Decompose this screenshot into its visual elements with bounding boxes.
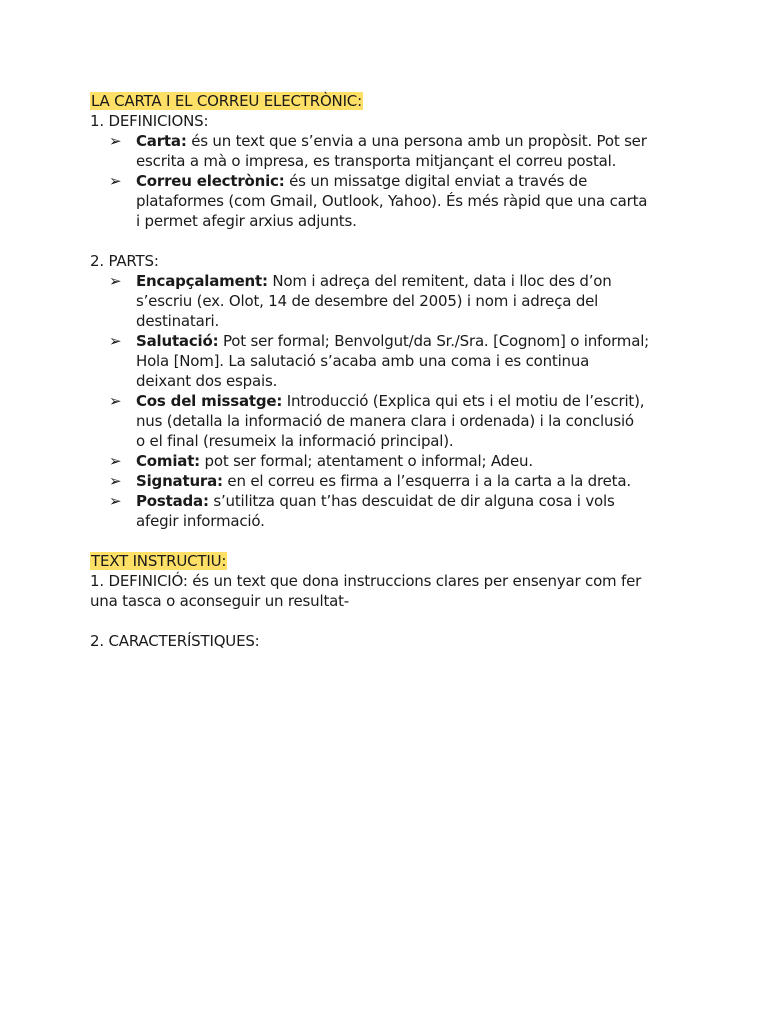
bullet-line — [136, 511, 690, 531]
arrow-bullet-icon: ➢ — [109, 452, 122, 470]
bullet-item — [90, 491, 690, 531]
bullet-line — [136, 451, 690, 471]
bullet-line — [136, 211, 690, 231]
bullet-term: Cos del missatge: — [136, 392, 283, 410]
bullet-line — [136, 351, 690, 371]
bullet-line — [136, 431, 690, 451]
bullet-text: afegir informació. — [136, 512, 265, 530]
arrow-bullet-icon: ➢ — [109, 392, 122, 410]
bullet-line — [136, 151, 690, 171]
bullet-text: Pot ser formal; Benvolgut/da Sr./Sra. [Cognom] o informal; — [218, 332, 650, 350]
bullet-line — [136, 191, 690, 211]
definicions-heading: 1. DEFINICIONS: — [90, 112, 209, 130]
highlighted-heading: TEXT INSTRUCTIU: — [91, 552, 227, 570]
bullet-item — [90, 471, 690, 491]
bullet-text: Nom i adreça del remitent, data i lloc des d’on — [267, 272, 612, 290]
bullet-term: Carta: — [136, 132, 187, 150]
bullet-text: destinatari. — [136, 312, 220, 330]
bullet-term: Comiat: — [136, 452, 200, 470]
bullet-text: o el final (resumeix la informació principal). — [136, 432, 454, 450]
bullet-text: s’utilitza quan t’has descuidat de dir alguna cosa i vols — [208, 492, 615, 510]
arrow-bullet-icon: ➢ — [109, 132, 122, 150]
bullet-term: Correu electrònic: — [136, 172, 285, 190]
section-title — [90, 551, 690, 571]
bullet-item — [90, 391, 690, 451]
bullet-text: deixant dos espais. — [136, 372, 278, 390]
bullet-line — [136, 391, 690, 411]
highlighted-heading: LA CARTA I EL CORREU ELECTRÒNIC: — [91, 92, 362, 110]
definicio-line: una tasca o aconseguir un resultat- — [90, 592, 350, 610]
bullet-line — [136, 131, 690, 151]
parts-heading: 2. PARTS: — [90, 252, 159, 270]
caracteristiques-heading: 2. CARACTERÍSTIQUES: — [90, 632, 260, 650]
spacer — [90, 611, 690, 631]
bullet-text: Hola [Nom]. La salutació s’acaba amb una coma i es continua — [136, 352, 590, 370]
bullet-line — [136, 331, 690, 351]
bullet-line — [136, 311, 690, 331]
bullet-text: i permet afegir arxius adjunts. — [136, 212, 357, 230]
bullet-term: Encapçalament: — [136, 272, 268, 290]
bullet-line — [136, 411, 690, 431]
spacer — [90, 531, 690, 551]
bullet-text: en el correu es firma a l’esquerra i a la carta a la dreta. — [222, 472, 631, 490]
bullet-text: escrita a mà o impresa, es transporta mitjançant el correu postal. — [136, 152, 617, 170]
arrow-bullet-icon: ➢ — [109, 472, 122, 490]
bullet-line — [136, 371, 690, 391]
bullet-line — [136, 471, 690, 491]
bullet-line — [136, 171, 690, 191]
bullet-line — [136, 491, 690, 511]
arrow-bullet-icon: ➢ — [109, 272, 122, 290]
bullet-text: és un missatge digital enviat a través de — [284, 172, 588, 190]
arrow-bullet-icon: ➢ — [109, 172, 122, 190]
bullet-line — [136, 291, 690, 311]
bullet-text: Introducció (Explica qui ets i el motiu de l’escrit), — [282, 392, 645, 410]
bullet-term: Salutació: — [136, 332, 219, 350]
document-page — [90, 91, 690, 651]
bullet-item — [90, 131, 690, 171]
bullet-item — [90, 331, 690, 391]
arrow-bullet-icon: ➢ — [109, 492, 122, 510]
bullet-text: és un text que s’envia a una persona amb un propòsit. Pot ser — [186, 132, 647, 150]
bullet-line — [136, 271, 690, 291]
bullet-item — [90, 271, 690, 331]
bullet-text: s’escriu (ex. Olot, 14 de desembre del 2005) i nom i adreça del — [136, 292, 599, 310]
bullet-text: nus (detalla la informació de manera clara i ordenada) i la conclusió — [136, 412, 634, 430]
arrow-bullet-icon: ➢ — [109, 332, 122, 350]
bullet-item — [90, 451, 690, 471]
bullet-text: plataformes (com Gmail, Outlook, Yahoo). És més ràpid que una carta — [136, 192, 648, 210]
bullet-term: Signatura: — [136, 472, 223, 490]
parts-list — [90, 271, 690, 531]
definicions-list — [90, 131, 690, 231]
bullet-term: Postada: — [136, 492, 209, 510]
bullet-text: pot ser formal; atentament o informal; Adeu. — [199, 452, 533, 470]
bullet-item — [90, 171, 690, 231]
spacer — [90, 231, 690, 251]
section-title — [90, 91, 690, 111]
definicio-line: 1. DEFINICIÓ: és un text que dona instruccions clares per ensenyar com fer — [90, 572, 642, 590]
